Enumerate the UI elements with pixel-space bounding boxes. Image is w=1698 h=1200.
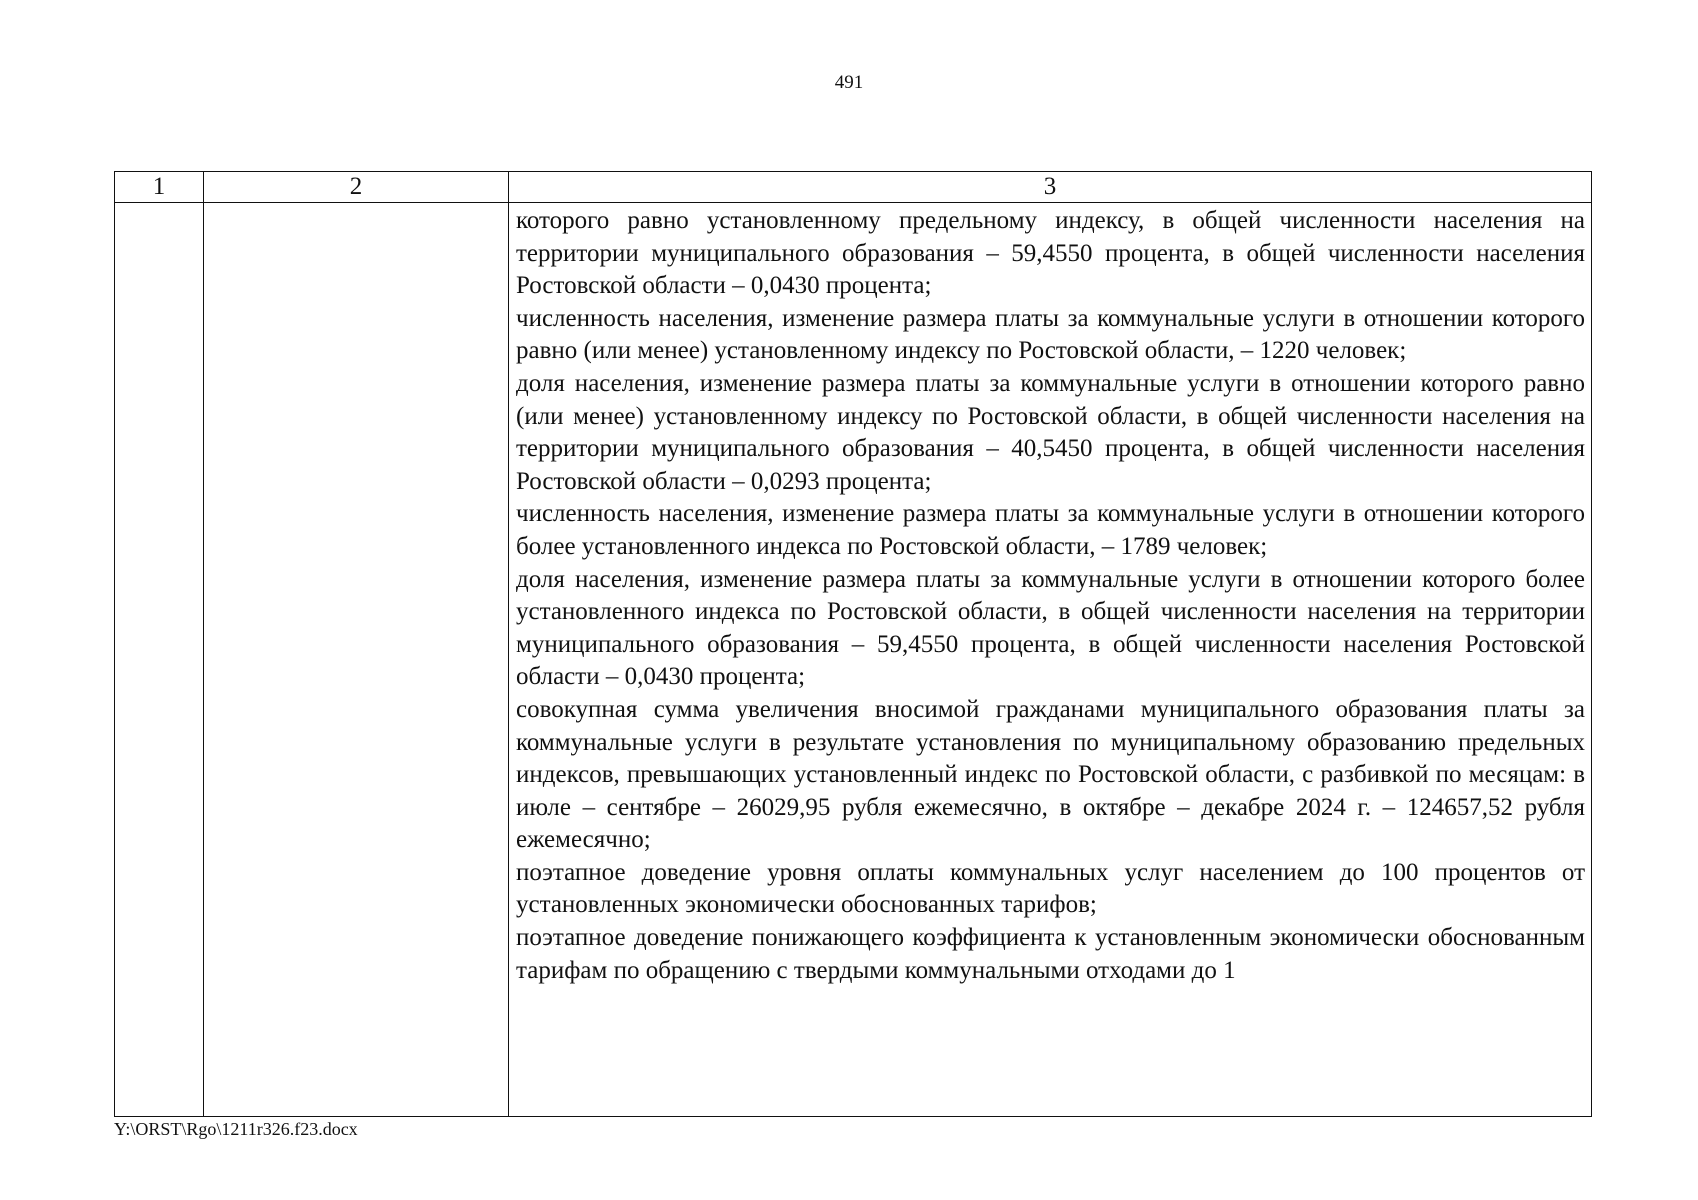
- header-col-2: 2: [204, 172, 509, 203]
- paragraph: которого равно установленному предельному индексу, в общей численности населения на территории муниципального образования – 59,4550 процента, в общей численности населения Ростовской области – 0,0430 процента;: [516, 207, 1585, 300]
- paragraph: поэтапное доведение понижающего коэффициента к установленным экономически обоснованным тарифам по обращению с твердыми коммунальными отходами до 1: [516, 924, 1585, 984]
- paragraph: поэтапное доведение уровня оплаты коммунальных услуг населением до 100 процентов от установленных экономически обоснованных тарифов;: [516, 858, 1585, 919]
- body-cell-col-2: [204, 203, 509, 1117]
- table-row: [115, 203, 1592, 1117]
- paragraph: численность населения, изменение размера платы за коммунальные услуги в отношении которого более установленного индекса по Ростовской области, – 1789 человек;: [516, 500, 1585, 560]
- header-col-1: 1: [115, 172, 204, 203]
- paragraph: доля населения, изменение размера платы за коммунальные услуги в отношении которого равно (или менее) установленному индексу по Ростовской области, в общей численности населения на территории муниципального образования – 40,5450 процента, в общей численности населения Ростовской области – 0,0293 процента;: [516, 369, 1585, 495]
- footer-file-path: Y:\ORST\Rgo\1211r326.f23.docx: [114, 1119, 358, 1139]
- body-cell-col-1: [115, 203, 204, 1117]
- header-col-3: 3: [509, 172, 1592, 203]
- body-cell-col-3: [509, 203, 1592, 1117]
- paragraph: численность населения, изменение размера платы за коммунальные услуги в отношении которого равно (или менее) установленному индексу по Ростовской области, – 1220 человек;: [516, 304, 1585, 365]
- table-header-row: [115, 172, 1592, 203]
- paragraph: совокупная сумма увеличения вносимой гражданами муниципального образования платы за коммунальные услуги в результате установления по муниципальному образованию предельных индексов, превышающих установленный индекс по Ростовской области, с разбивкой по месяцам: в июле – сентябре – 26029,95 рубля ежемесячно, в октябре – декабре 2024 г. – 124657,52 рубля ежемесячно;: [516, 695, 1585, 854]
- paragraph: доля населения, изменение размера платы за коммунальные услуги в отношении которого более установленного индекса по Ростовской области, в общей численности населения на территории муниципального образования – 59,4550 процента, в общей численности населения Ростовской области – 0,0430 процента;: [516, 565, 1585, 691]
- page-number: 491: [834, 72, 864, 93]
- content-table: [114, 171, 1592, 1117]
